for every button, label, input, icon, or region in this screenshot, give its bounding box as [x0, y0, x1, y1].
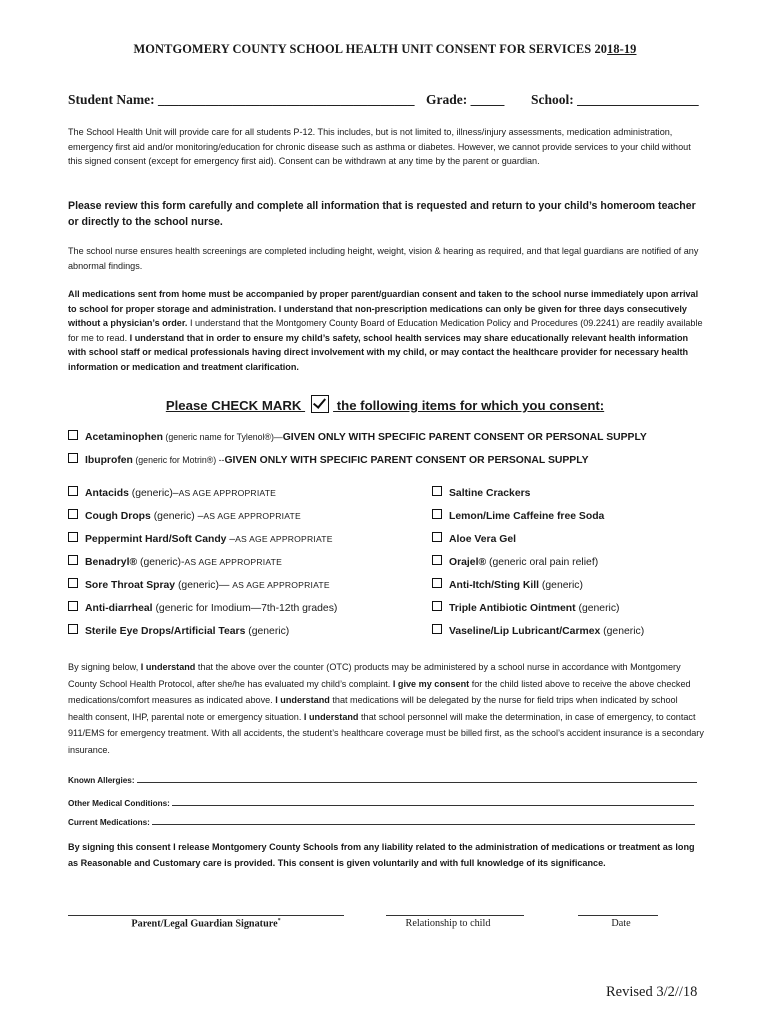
current-medications-line[interactable] [152, 816, 695, 825]
signing-bold: I give my consent [392, 678, 470, 689]
item-name: Anti-diarrheal [85, 603, 153, 614]
item-name: Cough Drops [85, 511, 151, 522]
signing-bold: I understand [140, 662, 196, 672]
item-detail: (generic) [600, 626, 645, 637]
medications-bold-2: I understand that in order to ensure my child’s safety, school health services may share educationally relevant health information with school staff or medical professionals having direct involvement with my child, or may contact the healthcare provider for necessary health information or medication and treatment clarification. [68, 332, 689, 372]
signing-text: that medications will be delegated by the nurse for field trips when indicated by school health consent, IHP, parental note or emergency situation. [68, 695, 678, 722]
item-generic: (generic name for Tylenol®)— [162, 432, 283, 442]
item-name: Aloe Vera Gel [449, 534, 516, 545]
consent-heading [0, 392, 770, 413]
other-conditions-field[interactable] [68, 797, 694, 808]
consent-item-right [432, 624, 644, 637]
consent-item-left [68, 509, 301, 522]
signature-asterisk: * [277, 918, 281, 924]
item-caps: AS AGE APPROPRIATE [235, 534, 333, 544]
consent-item-left [68, 532, 333, 545]
consent-item-right [432, 578, 583, 591]
medications-plain: I understand that the Montgomery County Board of Education Medication Policy and Procedures (09.2241) are readily available for me to read. [68, 318, 703, 343]
item-detail: (generic)- [137, 557, 185, 568]
date-line[interactable] [578, 915, 658, 916]
relationship-label: Relationship to child [405, 918, 491, 929]
checkbox-saltine-crackers[interactable] [432, 486, 442, 496]
checkbox-anti-diarrheal[interactable] [68, 601, 78, 611]
consent-heading-left: Please CHECK MARK [165, 398, 306, 413]
checkbox-antacids[interactable] [68, 486, 78, 496]
consent-item-left [68, 601, 337, 614]
checked-box-icon [311, 395, 329, 413]
item-name: Vaseline/Lip Lubricant/Carmex [449, 626, 601, 637]
item-detail: (generic) [539, 580, 583, 591]
checkbox-cough-drops[interactable] [68, 509, 78, 519]
item-detail: (generic)– [128, 488, 179, 499]
item-detail: (generic)— [175, 580, 233, 591]
release-paragraph: By signing this consent I release Montgomery County Schools from any liability related to the administration of medications or treatment as long as Reasonable and Customary care is provided. This consent is given voluntarily and with full knowledge of its significance. [68, 842, 695, 868]
item-detail: (generic) – [150, 511, 204, 522]
item-name: Benadryl® [85, 557, 138, 568]
consent-item-right [432, 486, 530, 499]
consent-item-left [68, 555, 282, 568]
checkbox-triple-antibiotic[interactable] [432, 601, 442, 611]
consent-item-right [432, 601, 620, 614]
item-name: Triple Antibiotic Ointment [449, 603, 576, 614]
checkbox-peppermint[interactable] [68, 532, 78, 542]
checkbox-vaseline[interactable] [432, 624, 442, 634]
item-detail: – [226, 534, 236, 545]
medications-paragraph [68, 287, 704, 375]
school-field[interactable]: School: __________________ [531, 92, 699, 107]
other-conditions-line[interactable] [172, 797, 694, 806]
relationship-line[interactable] [386, 915, 524, 916]
item-name: Acetaminophen [85, 432, 163, 443]
consent-item-left [68, 624, 289, 637]
consent-heading-right: the following items for which you consent: [333, 398, 605, 413]
item-name: Peppermint Hard/Soft Candy [85, 534, 227, 545]
item-generic: (generic for Motrin®) -- [132, 455, 225, 465]
item-note: GIVEN ONLY WITH SPECIFIC PARENT CONSENT OR PERSONAL SUPPLY [282, 432, 647, 443]
checkbox-aloe-vera[interactable] [432, 532, 442, 542]
signing-paragraph [68, 659, 704, 759]
review-instructions: Please review this form carefully and complete all information that is requested and return to your child’s homeroom teacher or directly to the school nurse. [68, 200, 696, 228]
signing-text: that school personnel will make the determination, in case of emergency, to contact 911/EMS for emergency treatment. With all accidents, the student’s healthcare coverage must be billed first, as the school’s accident insurance is a secondary insurance. [68, 711, 704, 755]
item-name: Anti-Itch/Sting Kill [449, 580, 540, 591]
checkbox-ibuprofen[interactable] [68, 453, 78, 463]
consent-item-right [432, 555, 598, 568]
signing-bold: I understand [303, 711, 359, 722]
intro-paragraph: The School Health Unit will provide care for all students P-12. This includes, but is not limited to, illness/injury assessments, medication administration, emergency first aid and/or monitoring/education for chronic disease such as asthma or diabetes. However, we cannot provide services to your child without this signed consent (except for emergency first aid). Consent can be withdrawn at any time by the parent or guardian. [68, 127, 691, 167]
item-caps: AS AGE APPROPRIATE [178, 488, 277, 498]
item-detail: (generic) [575, 603, 620, 614]
item-caps: AS AGE APPROPRIATE [203, 511, 301, 521]
parent-signature-line[interactable] [68, 915, 344, 916]
consent-item-ibuprofen [68, 453, 589, 466]
title-year: 18-19 [607, 42, 637, 56]
checkbox-anti-itch[interactable] [432, 578, 442, 588]
checkbox-acetaminophen[interactable] [68, 430, 78, 440]
item-name: Sore Throat Spray [85, 580, 176, 591]
consent-item-left [68, 486, 276, 499]
item-note: GIVEN ONLY WITH SPECIFIC PARENT CONSENT OR PERSONAL SUPPLY [224, 455, 589, 466]
parent-signature-label [68, 918, 344, 929]
page-title [0, 42, 770, 57]
signing-text: that the above over the counter (OTC) products may be administered by a school nurse in accordance with Montgomery County School Health Protocol, after she/he has evaluated my child’s complaint. [68, 662, 681, 689]
item-name: Sterile Eye Drops/Artificial Tears [85, 626, 246, 637]
item-name: Ibuprofen [85, 455, 133, 466]
consent-item-acetaminophen [68, 430, 647, 443]
item-detail: (generic) [245, 626, 290, 637]
title-text: MONTGOMERY COUNTY SCHOOL HEALTH UNIT CONSENT FOR SERVICES 20 [133, 42, 608, 56]
signing-text: By signing below, [68, 662, 141, 672]
item-name: Orajel® [449, 557, 487, 568]
item-detail: (generic oral pain relief) [486, 557, 599, 568]
allergies-field[interactable] [68, 774, 697, 785]
current-medications-label: Current Medications: [68, 818, 153, 827]
checkbox-benadryl[interactable] [68, 555, 78, 565]
item-name: Antacids [85, 488, 129, 499]
revised-date: Revised 3/2//18 [606, 984, 698, 1000]
consent-item-left [68, 578, 330, 591]
parent-signature-text: Parent/Legal Guardian Signature [131, 918, 278, 930]
medications-bold-1: All medications sent from home must be accompanied by proper parent/guardian consent and taken to the school nurse immediately upon arrival to school for proper storage and administration. I understand that non-prescription medications can only be given for three days consecutively without a physician’s order. [68, 289, 699, 329]
item-name: Lemon/Lime Caffeine free Soda [449, 511, 605, 522]
item-detail: (generic for Imodium—7th-12th grades) [152, 603, 338, 614]
allergies-label: Known Allergies: [68, 776, 137, 785]
item-caps: AS AGE APPROPRIATE [232, 580, 330, 590]
item-caps: AS AGE APPROPRIATE [184, 557, 283, 567]
current-medications-field[interactable] [68, 816, 695, 827]
allergies-line[interactable] [137, 774, 697, 783]
signing-bold: I understand [275, 695, 330, 706]
consent-item-right [432, 509, 604, 522]
checkbox-soda[interactable] [432, 509, 442, 519]
other-conditions-label: Other Medical Conditions: [68, 799, 173, 808]
consent-item-right [432, 532, 516, 545]
screenings-paragraph: The school nurse ensures health screenings are completed including height, weight, vision & hearing as required, and that legal guardians are notified of any abnormal findings. [68, 246, 699, 271]
student-name-field[interactable]: Student Name: ______________________________________ [68, 92, 415, 107]
checkbox-orajel[interactable] [432, 555, 442, 565]
grade-field[interactable]: Grade: _____ [426, 92, 505, 107]
date-label: Date [611, 918, 631, 929]
checkbox-eye-drops[interactable] [68, 624, 78, 634]
item-name: Saltine Crackers [449, 488, 531, 499]
signing-text: for the child listed above to receive the above checked medications/comfort measures as indicated above. [68, 678, 691, 706]
checkbox-sore-throat-spray[interactable] [68, 578, 78, 588]
